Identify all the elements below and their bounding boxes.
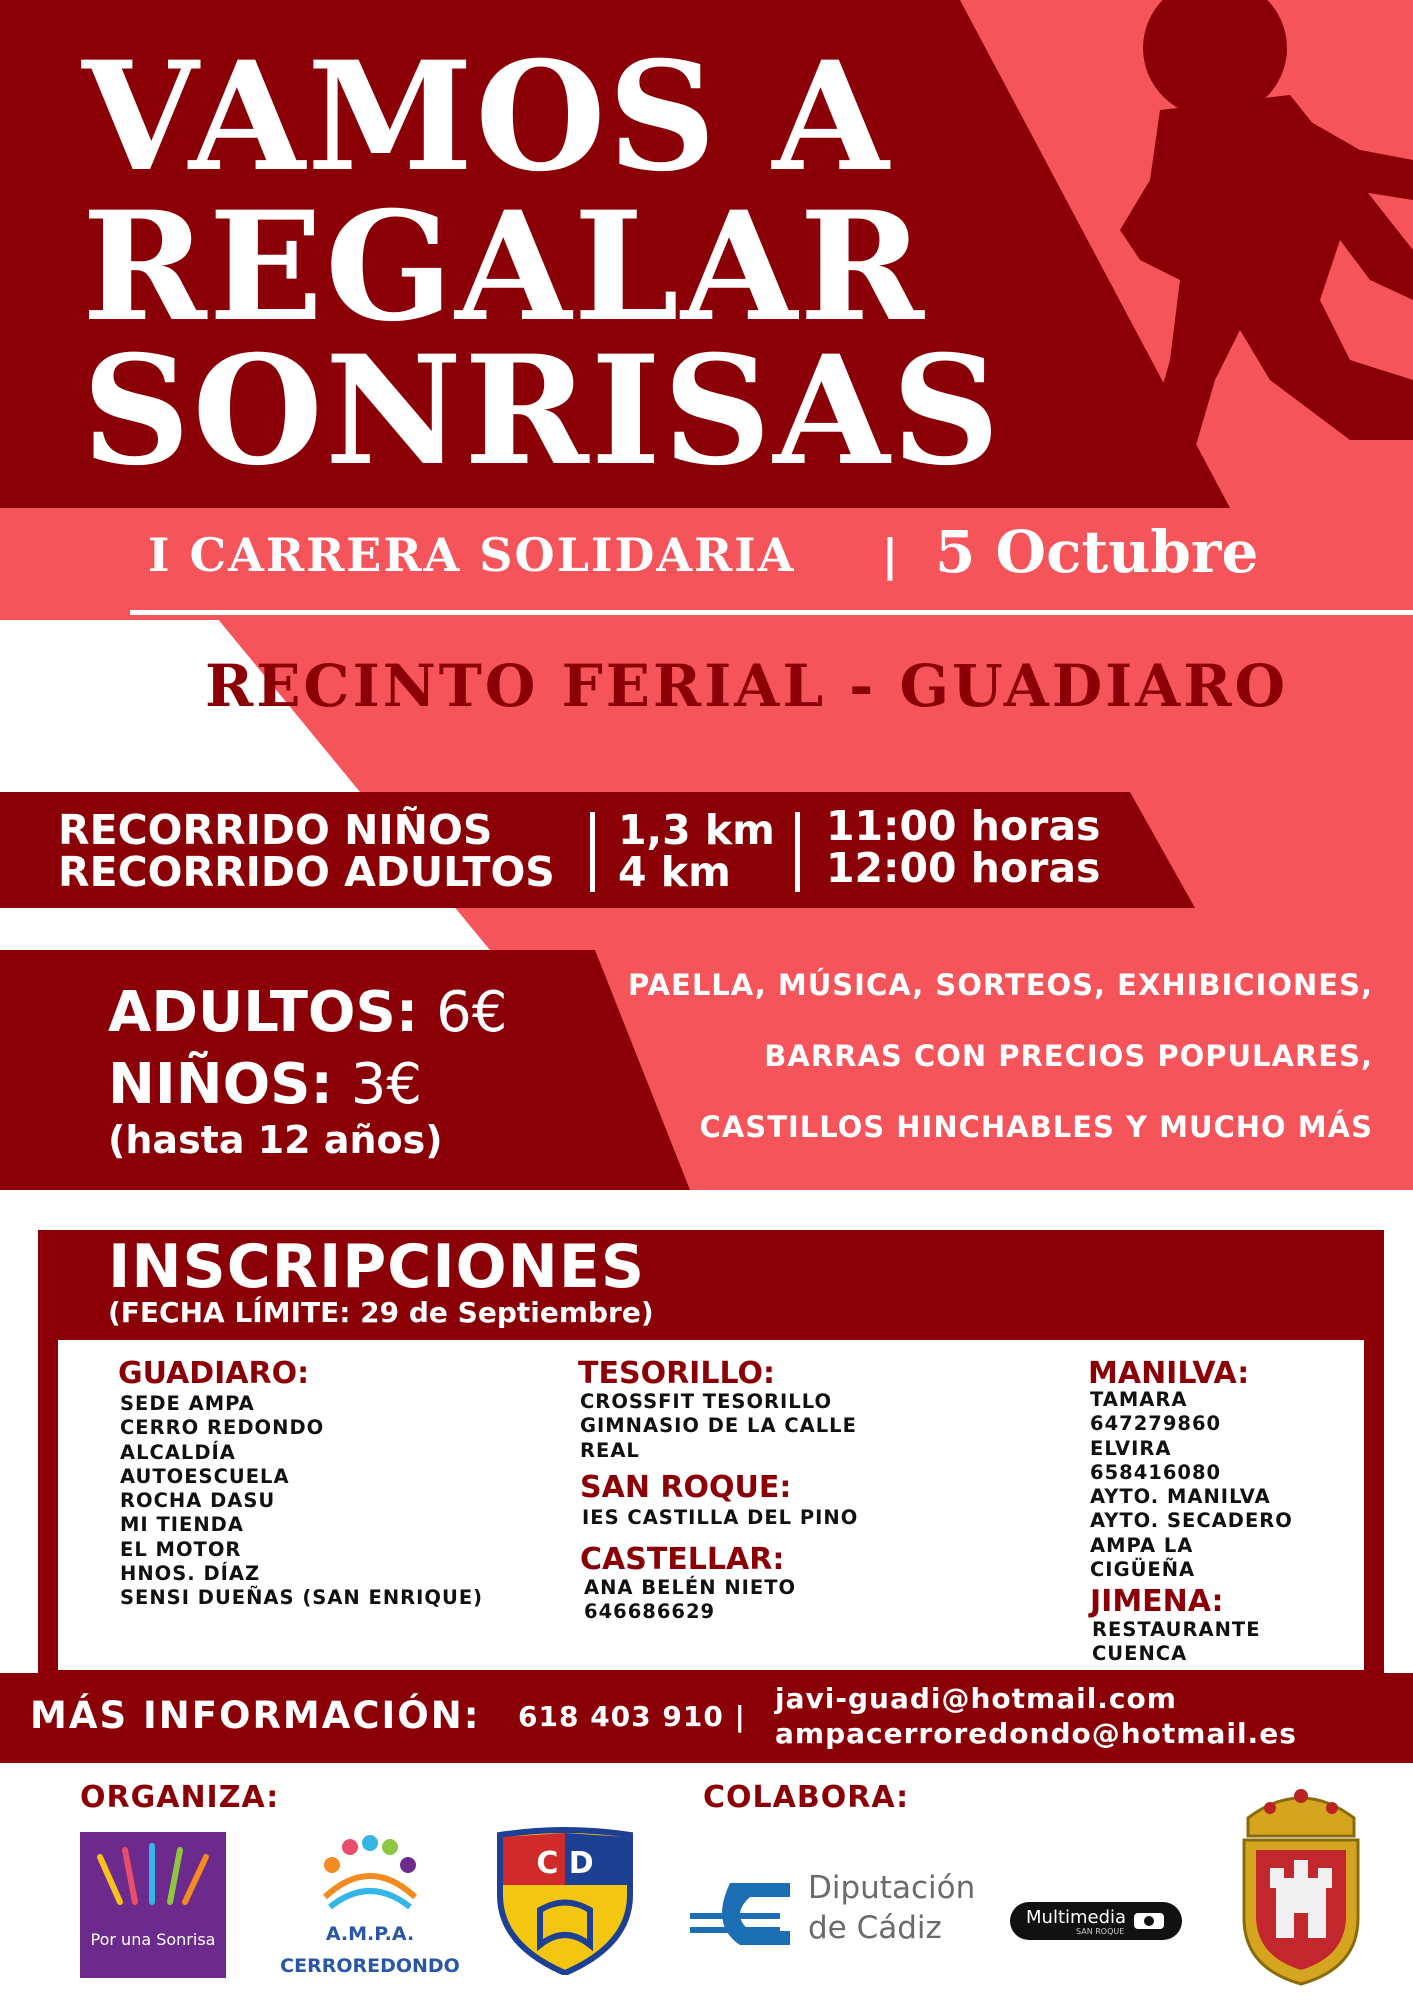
title-line-1: VAMOS A (82, 29, 891, 205)
list-item: AUTOESCUELA (120, 1464, 290, 1488)
castellar-list (584, 1576, 796, 1625)
list-item: 658416080 (1090, 1460, 1222, 1484)
manilva-list (1090, 1388, 1293, 1582)
price-kids-value: 3€ (350, 1052, 422, 1117)
title-line-2: REGALAR (82, 179, 926, 355)
diputacion-text-1: Diputación (808, 1870, 976, 1906)
diputacion-text-2: de Cádiz (808, 1910, 942, 1946)
list-item: 646686629 (584, 1600, 716, 1624)
colabora-label: COLABORA: (703, 1780, 910, 1815)
hands-icon (80, 1832, 226, 1932)
route-adults-time: 12:00 horas (826, 844, 1101, 892)
list-item: CIGÜEÑA (1090, 1558, 1196, 1582)
price-adults (108, 980, 507, 1045)
cd-letters: C D (536, 1846, 594, 1881)
list-item: SENSI DUEÑAS (SAN ENRIQUE) (120, 1586, 484, 1610)
jimena-title: JIMENA: (1090, 1584, 1224, 1619)
guadiaro-title: GUADIARO: (118, 1356, 310, 1391)
runner-silhouette-icon (1120, 0, 1413, 500)
price-adults-label: ADULTOS: (108, 980, 419, 1045)
list-item: CERRO REDONDO (120, 1416, 325, 1440)
list-item: IES CASTILLA DEL PINO (582, 1506, 859, 1529)
event-separator: | (882, 530, 899, 581)
list-item: ROCHA DASU (120, 1489, 276, 1513)
list-item: ELVIRA (1090, 1436, 1172, 1460)
castle-crest-icon (1230, 1778, 1372, 1988)
event-name: I CARRERA SOLIDARIA (148, 528, 796, 582)
por-una-sonrisa-text: Por una Sonrisa (90, 1930, 216, 1949)
price-kids (108, 1052, 422, 1117)
route-adults-label: RECORRIDO ADULTOS (58, 848, 555, 896)
ampa-text-1: A.M.P.A. (325, 1923, 415, 1945)
ampa-text-2: CERROREDONDO (280, 1955, 460, 1977)
list-item: CROSSFIT TESORILLO (580, 1390, 833, 1413)
route-kids-distance: 1,3 km (618, 806, 775, 854)
registration-deadline: (FECHA LÍMITE: 29 de Septiembre) (108, 1296, 654, 1329)
castellar-title: CASTELLAR: (580, 1542, 785, 1577)
ampa-logo (270, 1835, 470, 1985)
route-divider-2 (795, 812, 800, 892)
activity-line-1: PAELLA, MÚSICA, SORTEOS, EXHIBICIONES, (627, 968, 1373, 1002)
camera-icon (1132, 1909, 1172, 1933)
tesorillo-title: TESORILLO: (578, 1356, 775, 1391)
list-item: TAMARA (1090, 1388, 1188, 1411)
info-email-2[interactable]: ampacerroredondo@hotmail.es (775, 1717, 1297, 1750)
san-roque-list (582, 1506, 858, 1530)
list-item: GIMNASIO DE LA CALLE (580, 1414, 857, 1438)
guadiaro-list (120, 1392, 483, 1611)
event-date: 5 Octubre (935, 518, 1259, 586)
list-item: REAL (580, 1438, 640, 1462)
multimedia-logo (1010, 1902, 1182, 1940)
info-phone: 618 403 910 | (518, 1700, 746, 1733)
list-item: ANA BELÉN NIETO (584, 1576, 797, 1599)
price-adults-value: 6€ (436, 980, 508, 1045)
title-line-3: SONRISAS (82, 323, 1002, 499)
price-kids-note: (hasta 12 años) (108, 1118, 443, 1162)
people-circle-icon (270, 1835, 470, 1917)
list-item: AMPA LA (1090, 1533, 1194, 1557)
list-item: AYTO. MANILVA (1090, 1485, 1271, 1509)
por-una-sonrisa-logo (80, 1832, 226, 1978)
activity-line-2: BARRAS CON PRECIOS POPULARES, (764, 1039, 1373, 1073)
tesorillo-list (580, 1390, 857, 1463)
price-kids-label: NIÑOS: (108, 1052, 333, 1117)
white-triangle (0, 620, 220, 790)
list-item: RESTAURANTE (1092, 1618, 1261, 1641)
list-item: EL MOTOR (120, 1537, 242, 1561)
list-item: SEDE AMPA (120, 1392, 255, 1415)
organiza-label: ORGANIZA: (80, 1780, 280, 1815)
manilva-title: MANILVA: (1088, 1356, 1250, 1391)
san-roque-title: SAN ROQUE: (580, 1470, 792, 1505)
list-item: AYTO. SECADERO (1090, 1509, 1293, 1533)
info-label: MÁS INFORMACIÓN: (30, 1694, 481, 1737)
list-item: CUENCA (1092, 1642, 1188, 1666)
multimedia-subtext: SAN ROQUE (1076, 1927, 1125, 1936)
diputacion-emblem-icon (690, 1875, 800, 1955)
list-item: MI TIENDA (120, 1513, 244, 1537)
location-title: RECINTO FERIAL - GUADIARO (205, 652, 1289, 720)
list-item: 647279860 (1090, 1412, 1222, 1436)
list-item: HNOS. DÍAZ (120, 1562, 261, 1586)
route-divider-1 (590, 812, 595, 892)
activity-line-3: CASTILLOS HINCHABLES Y MUCHO MÁS (699, 1110, 1373, 1144)
white-lower-area (0, 1190, 1413, 1230)
multimedia-text: Multimedia (1026, 1907, 1127, 1928)
info-email-1[interactable]: javi-guadi@hotmail.com (775, 1682, 1177, 1715)
route-kids-time: 11:00 horas (826, 802, 1101, 850)
list-item: ALCALDÍA (120, 1440, 236, 1464)
registration-title: INSCRIPCIONES (108, 1232, 646, 1302)
cd-shield-logo (495, 1825, 635, 1975)
diputacion-logo (690, 1870, 976, 1960)
separator-line (130, 610, 1413, 615)
route-kids-label: RECORRIDO NIÑOS (58, 806, 493, 854)
route-adults-distance: 4 km (618, 848, 731, 896)
jimena-list (1092, 1618, 1261, 1667)
